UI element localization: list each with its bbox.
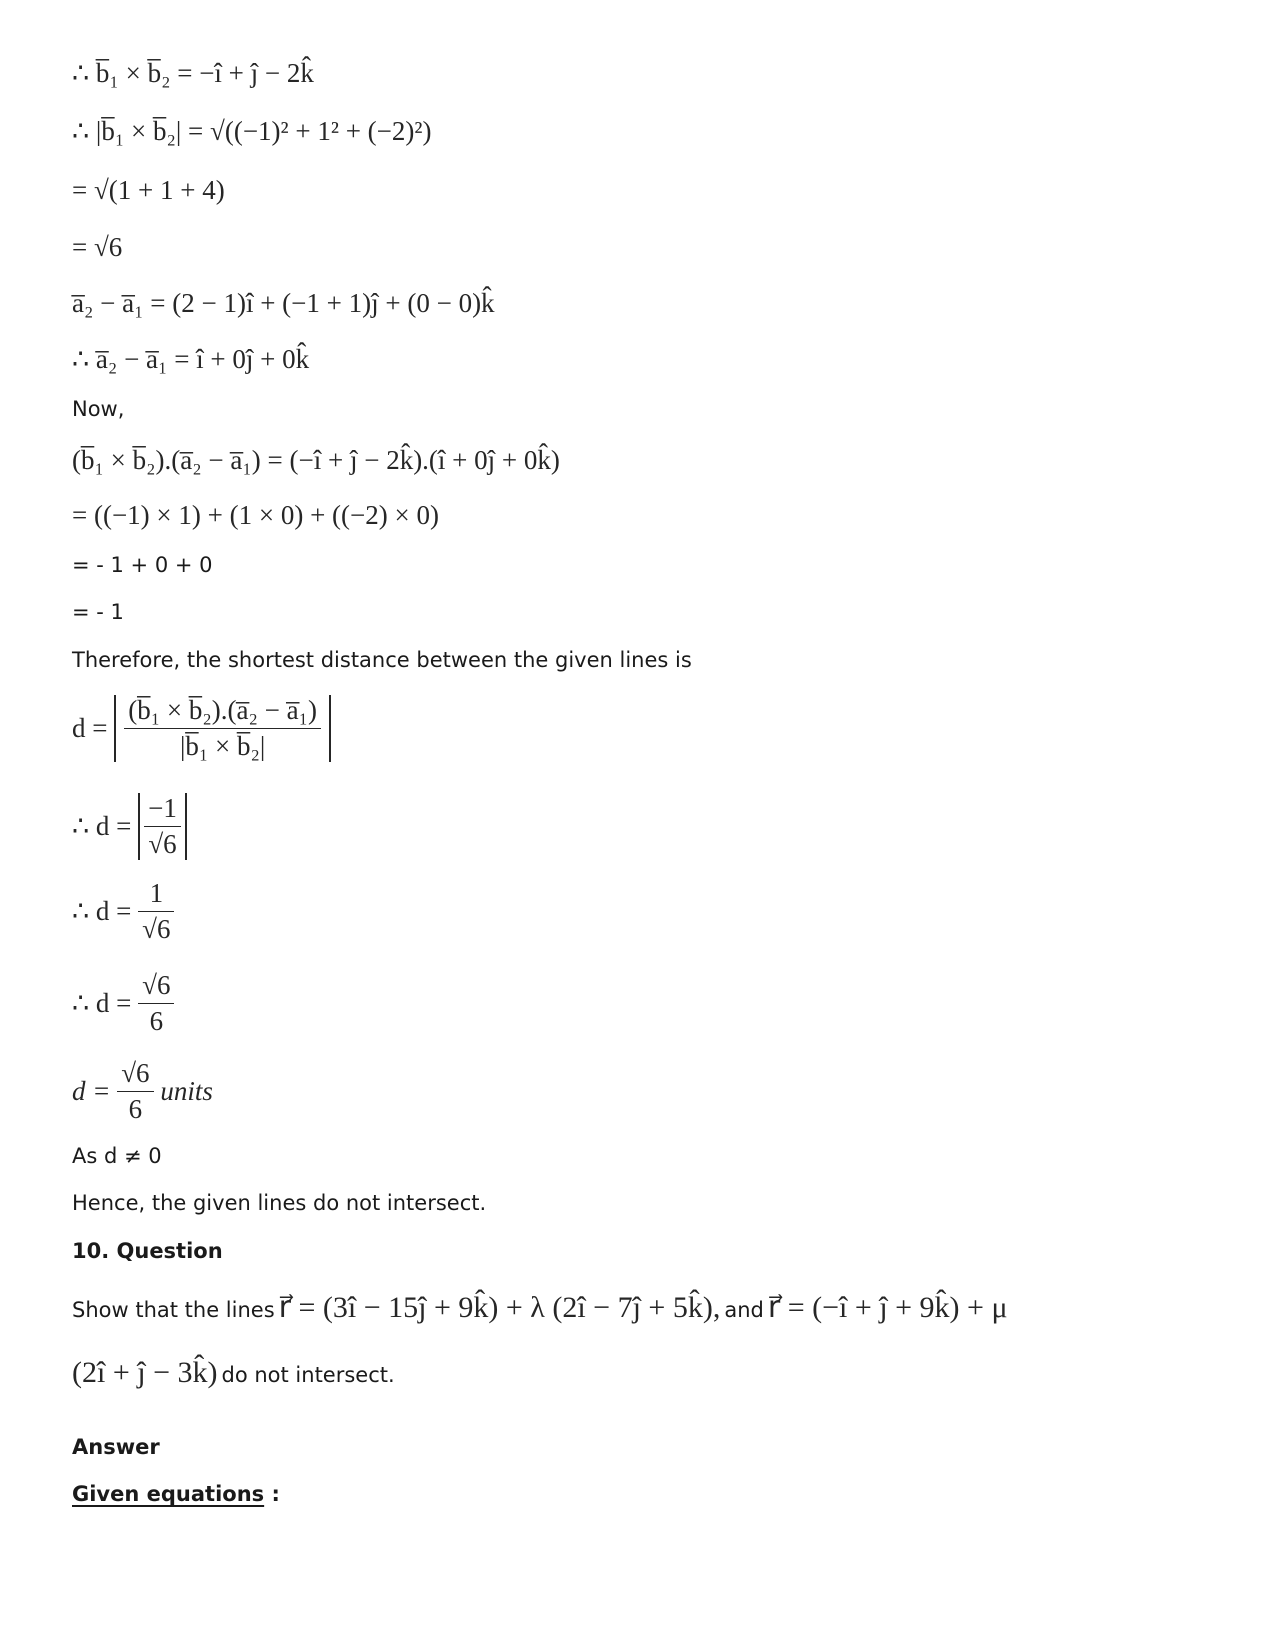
question-statement-line-2 [72, 1356, 395, 1390]
distance-final-units: units [160, 1076, 213, 1106]
magnitude-step-2: = √6 [72, 232, 123, 262]
distance-step-3 [72, 970, 174, 1037]
distance-step-1-denominator: √6 [148, 829, 177, 859]
distance-step-1-fraction [144, 793, 181, 860]
a-difference-result: ∴ a̅₂ − a̅₁ = î + 0ĵ + 0k̂ [72, 344, 310, 374]
distance-formula-fraction [124, 695, 321, 762]
cross-product-magnitude: ∴ |b̅₁ × b̅₂| = √((−1)² + 1² + (−2)²) [72, 116, 432, 146]
magnitude-step-1: = √(1 + 1 + 4) [72, 175, 225, 205]
question-equation-1: r⃗ = (3î − 15ĵ + 9k̂) + λ (2î − 7ĵ + 5k̂), [278, 1291, 721, 1324]
given-equations-heading [72, 1482, 280, 1506]
question-and: and [724, 1298, 764, 1322]
given-equations-colon: : [264, 1482, 280, 1506]
conclusion: Hence, the given lines do not intersect. [72, 1191, 487, 1215]
distance-step-1-numerator: −1 [144, 793, 181, 827]
distance-step-2 [72, 878, 174, 945]
dot-product-setup: (b̅₁ × b̅₂).(a̅₂ − a̅₁) = (−î + ĵ − 2k̂).(î + 0ĵ + 0k̂) [72, 445, 560, 475]
distance-step-1-prefix: ∴ d = [72, 811, 132, 841]
question-statement-line-1 [72, 1290, 1008, 1325]
distance-step-2-denominator: √6 [142, 914, 171, 944]
distance-final-denominator: 6 [128, 1094, 143, 1124]
question-text-2: do not intersect. [221, 1363, 395, 1387]
distance-step-3-denominator: 6 [149, 1006, 164, 1036]
distance-formula [72, 695, 331, 762]
distance-formula-prefix: d = [72, 713, 108, 743]
dot-product-step-2: = - 1 + 0 + 0 [72, 553, 213, 577]
question-equation-2: r⃗ = (−î + ĵ + 9k̂) + μ [767, 1291, 1008, 1324]
question-text-1: Show that the lines [72, 1298, 275, 1322]
dot-product-result: = - 1 [72, 600, 124, 624]
question-heading: 10. Question [72, 1239, 223, 1263]
distance-formula-abs [114, 695, 331, 762]
distance-step-2-numerator: 1 [138, 878, 174, 912]
distance-step-3-numerator: √6 [138, 970, 174, 1004]
distance-final-prefix: d = [72, 1076, 111, 1106]
distance-step-2-prefix: ∴ d = [72, 896, 132, 926]
now-label: Now, [72, 397, 125, 421]
distance-formula-denominator: |b̅₁ × b̅₂| [179, 731, 266, 761]
distance-step-3-fraction [138, 970, 174, 1037]
distance-step-2-fraction [138, 878, 174, 945]
distance-formula-numerator: (b̅₁ × b̅₂).(a̅₂ − a̅₁) [124, 695, 321, 729]
distance-final-numerator: √6 [117, 1058, 153, 1092]
given-equations-label: Given equations [72, 1482, 265, 1506]
question-equation-3: (2î + ĵ − 3k̂) [72, 1356, 218, 1389]
d-not-zero: As d ≠ 0 [72, 1144, 162, 1168]
cross-product-result: ∴ b̅₁ × b̅₂ = −î + ĵ − 2k̂ [72, 58, 314, 88]
distance-step-1-abs [138, 793, 187, 860]
shortest-distance-intro: Therefore, the shortest distance between the given lines is [72, 648, 692, 672]
answer-heading: Answer [72, 1435, 160, 1459]
distance-final-fraction [117, 1058, 153, 1125]
a-difference-expanded: a̅₂ − a̅₁ = (2 − 1)î + (−1 + 1)ĵ + (0 − 0)k̂ [72, 288, 495, 318]
distance-step-1 [72, 793, 187, 860]
distance-step-3-prefix: ∴ d = [72, 988, 132, 1018]
distance-final [72, 1058, 213, 1125]
dot-product-step-1: = ((−1) × 1) + (1 × 0) + ((−2) × 0) [72, 500, 439, 530]
